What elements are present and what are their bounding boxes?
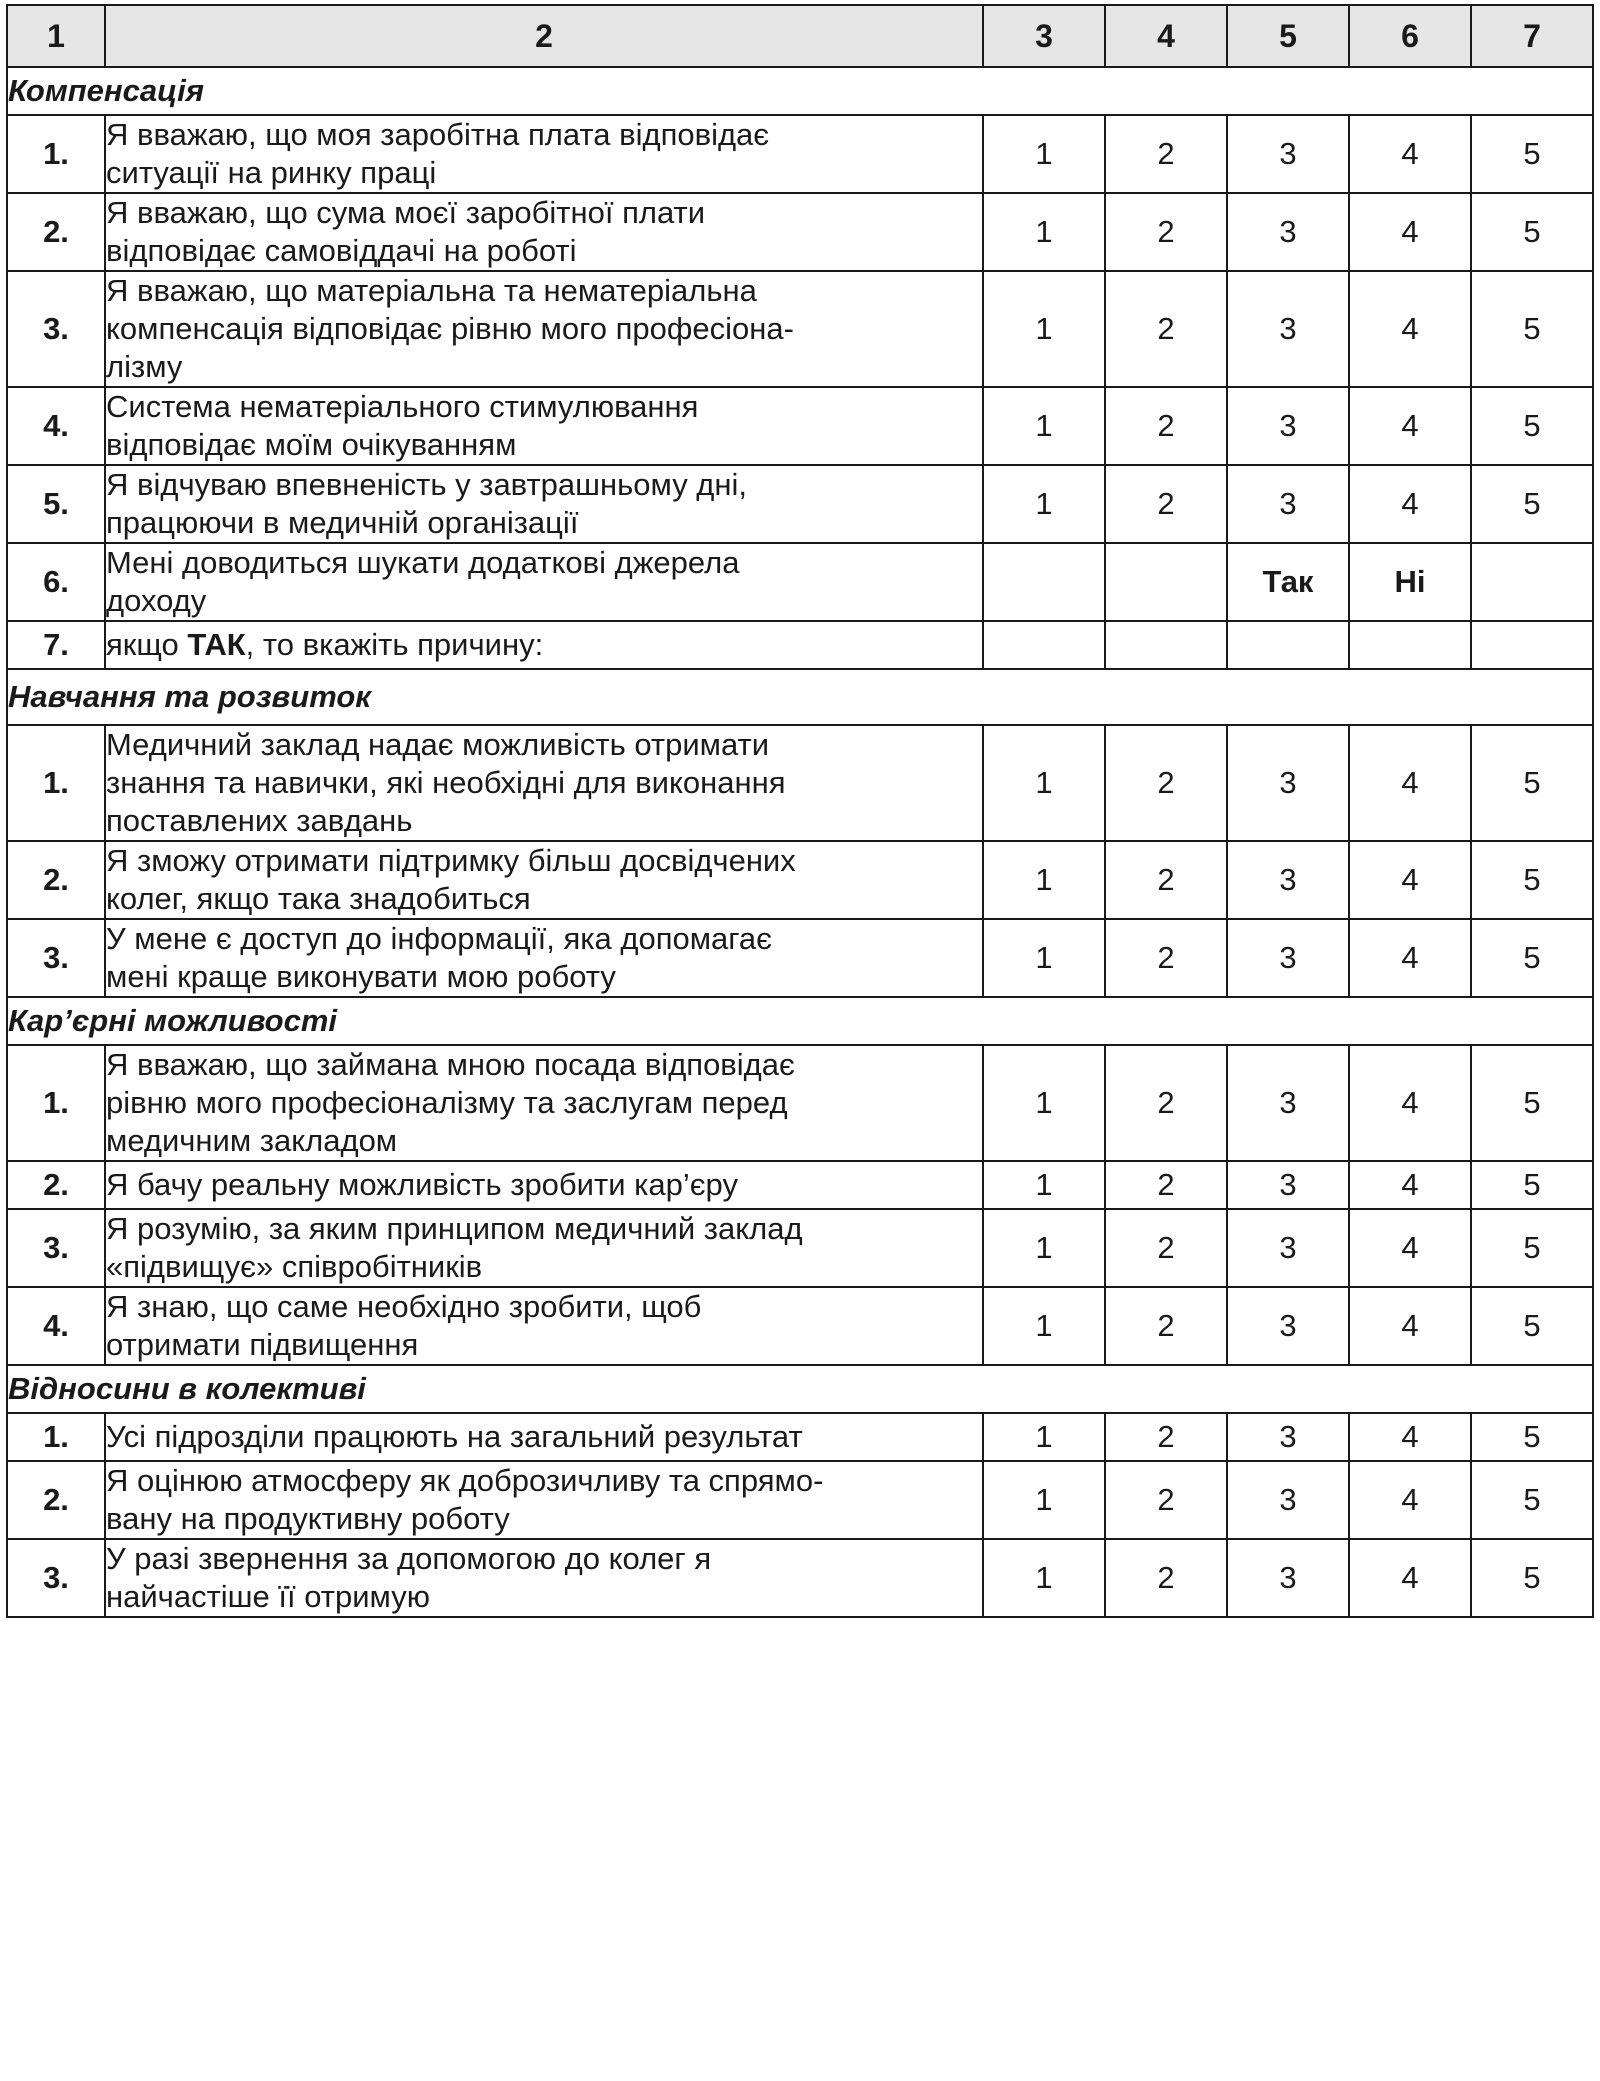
question-text: [105, 919, 983, 997]
rating-scale-cell[interactable]: 2: [1105, 1539, 1227, 1617]
question-text-line: Я вважаю, що сума моєї заробітної плати: [106, 195, 706, 230]
section-title: Навчання та розвиток: [7, 669, 1593, 725]
rating-scale-cell[interactable]: 1: [983, 919, 1105, 997]
question-number: 2.: [7, 1461, 105, 1539]
question-text-line: колег, якщо така знадобиться: [106, 881, 531, 916]
rating-scale-cell[interactable]: 3: [1227, 387, 1349, 465]
rating-scale-cell[interactable]: 1: [983, 725, 1105, 841]
question-row: [7, 725, 1593, 841]
rating-scale-cell[interactable]: 2: [1105, 725, 1227, 841]
question-text: [105, 1045, 983, 1161]
question-text-line: вану на продуктивну роботу: [106, 1501, 510, 1536]
column-header: 6: [1349, 5, 1471, 67]
question-text: [105, 621, 983, 669]
question-number: 2.: [7, 193, 105, 271]
rating-scale-cell[interactable]: 3: [1227, 1209, 1349, 1287]
question-number: 3.: [7, 1539, 105, 1617]
question-text: [105, 271, 983, 387]
rating-scale-cell[interactable]: 3: [1227, 1539, 1349, 1617]
rating-scale-cell[interactable]: 4: [1349, 841, 1471, 919]
section-header-row: [7, 1365, 1593, 1413]
question-text: [105, 387, 983, 465]
section-title: Кар’єрні можливості: [7, 997, 1593, 1045]
question-row: [7, 1461, 1593, 1539]
rating-scale-cell[interactable]: 2: [1105, 1413, 1227, 1461]
rating-scale-cell[interactable]: 3: [1227, 1161, 1349, 1209]
rating-scale-cell[interactable]: [983, 621, 1105, 669]
rating-scale-cell[interactable]: 4: [1349, 1461, 1471, 1539]
rating-scale-cell[interactable]: 4: [1349, 465, 1471, 543]
question-text-line: Я вважаю, що займана мною посада відповідає: [106, 1047, 795, 1082]
question-text: [105, 1287, 983, 1365]
table-body: [7, 67, 1593, 1617]
rating-scale-cell[interactable]: 2: [1105, 841, 1227, 919]
question-number: 1.: [7, 725, 105, 841]
question-text: [105, 1539, 983, 1617]
rating-scale-cell[interactable]: 4: [1349, 193, 1471, 271]
rating-scale-cell[interactable]: 2: [1105, 1461, 1227, 1539]
question-text-line: Я розумію, за яким принципом медичний заклад: [106, 1211, 803, 1246]
question-text-line: лізму: [106, 349, 183, 384]
rating-scale-cell[interactable]: 4: [1349, 725, 1471, 841]
rating-scale-cell[interactable]: 4: [1349, 1161, 1471, 1209]
rating-scale-cell[interactable]: [1227, 621, 1349, 669]
question-text-line: «підвищує» співробітників: [106, 1249, 483, 1284]
rating-scale-cell[interactable]: 3: [1227, 115, 1349, 193]
rating-scale-cell[interactable]: 2: [1105, 1045, 1227, 1161]
question-text-line: Мені доводиться шукати додаткові джерела: [106, 545, 740, 580]
question-row: [7, 193, 1593, 271]
question-text-line: компенсація відповідає рівню мого професіона-: [106, 311, 794, 346]
rating-scale-cell[interactable]: 4: [1349, 1045, 1471, 1161]
question-text-line: відповідає моїм очікуванням: [106, 427, 517, 462]
rating-scale-cell[interactable]: 3: [1227, 271, 1349, 387]
column-header: 2: [105, 5, 983, 67]
question-row: [7, 1539, 1593, 1617]
section-header-row: [7, 669, 1593, 725]
rating-scale-cell[interactable]: 3: [1227, 725, 1349, 841]
question-row: [7, 1287, 1593, 1365]
question-number: 7.: [7, 621, 105, 669]
answer-option-cell[interactable]: [983, 543, 1105, 621]
rating-scale-cell[interactable]: 1: [983, 1539, 1105, 1617]
question-text: [105, 193, 983, 271]
rating-scale-cell[interactable]: 1: [983, 1045, 1105, 1161]
question-text-line: рівню мого професіоналізму та заслугам перед: [106, 1085, 788, 1120]
rating-scale-cell[interactable]: 1: [983, 1161, 1105, 1209]
rating-scale-cell[interactable]: 4: [1349, 919, 1471, 997]
question-row: [7, 1161, 1593, 1209]
question-number: 4.: [7, 387, 105, 465]
question-text: [105, 543, 983, 621]
rating-scale-cell[interactable]: 3: [1227, 1045, 1349, 1161]
rating-scale-cell[interactable]: 5: [1471, 271, 1593, 387]
rating-scale-cell[interactable]: 5: [1471, 1461, 1593, 1539]
question-text: [105, 1161, 983, 1209]
rating-scale-cell[interactable]: 5: [1471, 1287, 1593, 1365]
rating-scale-cell[interactable]: 5: [1471, 1413, 1593, 1461]
answer-option-cell[interactable]: Ні: [1349, 543, 1471, 621]
rating-scale-cell[interactable]: 1: [983, 841, 1105, 919]
rating-scale-cell[interactable]: [1105, 621, 1227, 669]
question-text-line: медичним закладом: [106, 1123, 398, 1158]
rating-scale-cell[interactable]: 2: [1105, 387, 1227, 465]
rating-scale-cell[interactable]: 3: [1227, 1413, 1349, 1461]
answer-option-cell[interactable]: Так: [1227, 543, 1349, 621]
rating-scale-cell[interactable]: 4: [1349, 271, 1471, 387]
question-text-line: Я відчуваю впевненість у завтрашньому дні,: [106, 467, 748, 502]
rating-scale-cell[interactable]: 5: [1471, 193, 1593, 271]
question-text-line: Я вважаю, що моя заробітна плата відповідає: [106, 117, 770, 152]
rating-scale-cell[interactable]: 5: [1471, 1045, 1593, 1161]
question-text-prefix: якщо: [106, 627, 188, 662]
question-text-line: поставлених завдань: [106, 803, 413, 838]
rating-scale-cell[interactable]: 1: [983, 1461, 1105, 1539]
question-text-line: Я оцінюю атмосферу як доброзичливу та спрямо-: [106, 1463, 824, 1498]
column-header: 1: [7, 5, 105, 67]
question-number: 5.: [7, 465, 105, 543]
rating-scale-cell[interactable]: 1: [983, 1209, 1105, 1287]
rating-scale-cell[interactable]: 4: [1349, 1413, 1471, 1461]
question-text-line: знання та навички, які необхідні для виконання: [106, 765, 786, 800]
question-text-line: Медичний заклад надає можливість отримати: [106, 727, 770, 762]
question-text-suffix: , то вкажіть причину:: [245, 627, 544, 662]
rating-scale-cell[interactable]: 1: [983, 465, 1105, 543]
question-text-emphasis: ТАК: [187, 627, 246, 662]
question-text-line: Я вважаю, що матеріальна та нематеріальна: [106, 273, 757, 308]
question-row: [7, 271, 1593, 387]
question-row: [7, 115, 1593, 193]
question-text-line: Я знаю, що саме необхідно зробити, щоб: [106, 1289, 702, 1324]
rating-scale-cell[interactable]: 2: [1105, 1161, 1227, 1209]
question-row: [7, 1045, 1593, 1161]
rating-scale-cell[interactable]: 2: [1105, 271, 1227, 387]
rating-scale-cell[interactable]: 5: [1471, 465, 1593, 543]
rating-scale-cell[interactable]: 4: [1349, 1287, 1471, 1365]
question-text-line: доходу: [106, 583, 207, 618]
question-text-line: мені краще виконувати мою роботу: [106, 959, 616, 994]
rating-scale-cell[interactable]: 4: [1349, 1209, 1471, 1287]
rating-scale-cell[interactable]: 5: [1471, 919, 1593, 997]
question-number: 4.: [7, 1287, 105, 1365]
question-text-line: Система нематеріального стимулювання: [106, 389, 699, 424]
rating-scale-cell[interactable]: [1349, 621, 1471, 669]
rating-scale-cell[interactable]: 5: [1471, 115, 1593, 193]
rating-scale-cell[interactable]: 1: [983, 193, 1105, 271]
rating-scale-cell[interactable]: [1471, 621, 1593, 669]
section-header-row: [7, 997, 1593, 1045]
question-number: 3.: [7, 1209, 105, 1287]
question-text-line: У разі звернення за допомогою до колег я: [106, 1541, 712, 1576]
question-text-line: У мене є доступ до інформації, яка допомагає: [106, 921, 772, 956]
question-text: [105, 465, 983, 543]
question-number: 1.: [7, 1045, 105, 1161]
column-header: 7: [1471, 5, 1593, 67]
rating-scale-cell[interactable]: 3: [1227, 465, 1349, 543]
rating-scale-cell[interactable]: 1: [983, 387, 1105, 465]
question-number: 1.: [7, 115, 105, 193]
rating-scale-cell[interactable]: 1: [983, 115, 1105, 193]
question-number: 2.: [7, 841, 105, 919]
question-text: [105, 1209, 983, 1287]
question-text: [105, 841, 983, 919]
rating-scale-cell[interactable]: 2: [1105, 1209, 1227, 1287]
question-text-line: Я зможу отримати підтримку більш досвідчених: [106, 843, 796, 878]
rating-scale-cell[interactable]: 5: [1471, 725, 1593, 841]
rating-scale-cell[interactable]: 1: [983, 1413, 1105, 1461]
rating-scale-cell[interactable]: 2: [1105, 465, 1227, 543]
question-text-line: отримати підвищення: [106, 1327, 419, 1362]
rating-scale-cell[interactable]: 3: [1227, 841, 1349, 919]
question-number: 2.: [7, 1161, 105, 1209]
rating-scale-cell[interactable]: 2: [1105, 193, 1227, 271]
rating-scale-cell[interactable]: 5: [1471, 1161, 1593, 1209]
rating-scale-cell[interactable]: 2: [1105, 1287, 1227, 1365]
question-text-line: найчастіше її отримую: [106, 1579, 430, 1614]
survey-table: [6, 4, 1594, 1618]
question-row: [7, 1413, 1593, 1461]
section-title: Компенсація: [7, 67, 1593, 115]
rating-scale-cell[interactable]: 3: [1227, 1461, 1349, 1539]
question-number: 6.: [7, 543, 105, 621]
question-row: [7, 841, 1593, 919]
rating-scale-cell[interactable]: 2: [1105, 919, 1227, 997]
question-number: 3.: [7, 919, 105, 997]
question-row: [7, 465, 1593, 543]
question-text: [105, 1413, 983, 1461]
question-number: 3.: [7, 271, 105, 387]
question-number: 1.: [7, 1413, 105, 1461]
column-header: 3: [983, 5, 1105, 67]
question-text: [105, 115, 983, 193]
rating-scale-cell[interactable]: 5: [1471, 387, 1593, 465]
section-title: Відносини в колективі: [7, 1365, 1593, 1413]
question-text-line: працюючи в медичній організації: [106, 505, 579, 540]
rating-scale-cell[interactable]: 4: [1349, 115, 1471, 193]
section-header-row: [7, 67, 1593, 115]
question-text-line: ситуації на ринку праці: [106, 155, 437, 190]
question-row: [7, 621, 1593, 669]
rating-scale-cell[interactable]: 2: [1105, 115, 1227, 193]
rating-scale-cell[interactable]: 5: [1471, 841, 1593, 919]
column-header: 5: [1227, 5, 1349, 67]
question-text-line: Усі підрозділи працюють на загальний результат: [106, 1419, 803, 1454]
question-row: [7, 543, 1593, 621]
rating-scale-cell[interactable]: 5: [1471, 1209, 1593, 1287]
rating-scale-cell[interactable]: 3: [1227, 919, 1349, 997]
rating-scale-cell[interactable]: 1: [983, 271, 1105, 387]
question-text-line: відповідає самовіддачі на роботі: [106, 233, 577, 268]
question-row: [7, 387, 1593, 465]
question-row: [7, 919, 1593, 997]
question-text-line: Я бачу реальну можливість зробити кар’єру: [106, 1167, 738, 1202]
rating-scale-cell[interactable]: 3: [1227, 193, 1349, 271]
question-text: [105, 725, 983, 841]
answer-option-cell[interactable]: [1471, 543, 1593, 621]
answer-option-cell[interactable]: [1105, 543, 1227, 621]
question-row: [7, 1209, 1593, 1287]
rating-scale-cell[interactable]: 1: [983, 1287, 1105, 1365]
column-number-header-row: [7, 5, 1593, 67]
rating-scale-cell[interactable]: 4: [1349, 387, 1471, 465]
rating-scale-cell[interactable]: 4: [1349, 1539, 1471, 1617]
column-header: 4: [1105, 5, 1227, 67]
rating-scale-cell[interactable]: 5: [1471, 1539, 1593, 1617]
question-text: [105, 1461, 983, 1539]
rating-scale-cell[interactable]: 3: [1227, 1287, 1349, 1365]
